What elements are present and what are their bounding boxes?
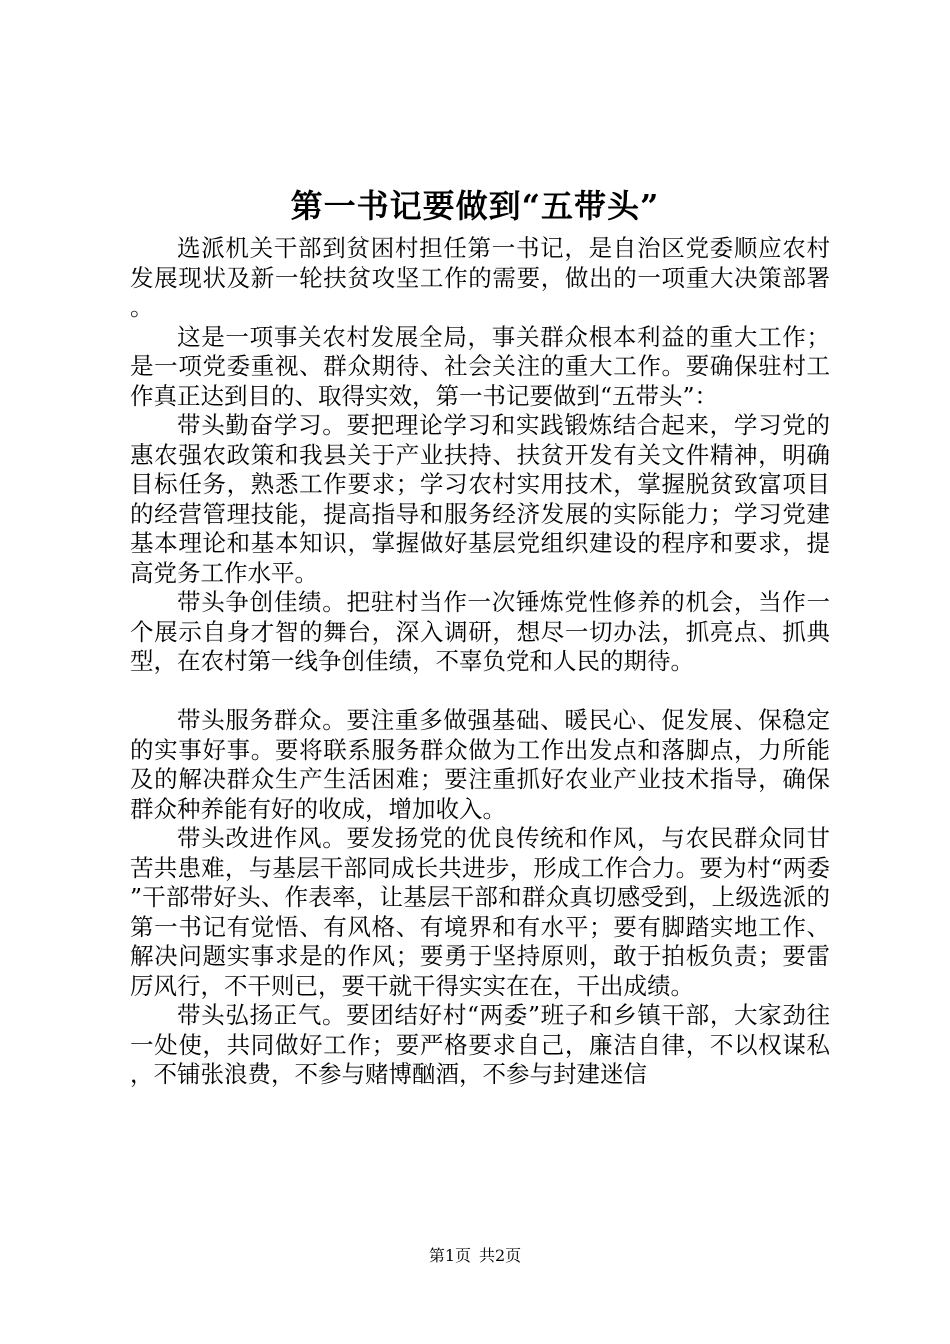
page-total: 共2页 <box>479 1246 522 1265</box>
document-title: 第一书记要做到“五带头” <box>290 187 660 225</box>
paragraph-overview: 这是一项事关农村发展全局，事关群众根本利益的重大工作；是一项党委重视、群众期待、社会关注的重大工作。要确保驻村工作真正达到目的、取得实效，第一书记要做到“五带头”： <box>130 322 830 410</box>
paragraph-study: 带头勤奋学习。要把理论学习和实践锻炼结合起来，学习党的惠农强农政策和我县关于产业扶持、扶贫开发有关文件精神，明确目标任务，熟悉工作要求；学习农村实用技术，掌握脱贫致富项目的经营管理技能，提高指导和服务经济发展的实际能力；学习党建基本理论和基本知识，掌握做好基层党组织建设的程序和要求，提高党务工作水平。 <box>130 411 830 587</box>
document-body <box>130 234 830 1090</box>
page-number: 第1页 <box>428 1246 471 1265</box>
paragraph-integrity: 带头弘扬正气。要团结好村“两委”班子和乡镇干部，大家劲往一处使，共同做好工作；要严格要求自己，廉洁自律，不以权谋私，不铺张浪费，不参与赌博酗酒，不参与封建迷信 <box>130 1001 830 1088</box>
page-footer <box>0 1246 950 1266</box>
paragraph-achievement: 带头争创佳绩。把驻村当作一次锤炼党性修养的机会，当作一个展示自身才智的舞台，深入调研，想尽一切办法，抓亮点、抓典型，在农村第一线争创佳绩，不辜负党和人民的期待。 <box>130 588 830 675</box>
paragraph-work-style: 带头改进作风。要发扬党的优良传统和作风，与农民群众同甘苦共患难，与基层干部同成长共进步，形成工作合力。要为村“两委”干部带好头、作表率，让基层干部和群众真切感受到，上级选派的第一书记有觉悟、有风格、有境界和有水平；要有脚踏实地工作、解决问题实事求是的作风；要勇于坚持原则，敢于拍板负责；要雷厉风行，不干则已，要干就干得实实在在，干出成绩。 <box>130 824 830 1000</box>
paragraph-intro: 选派机关干部到贫困村担任第一书记，是自治区党委顺应农村发展现状及新一轮扶贫攻坚工作的需要，做出的一项重大决策部署。 <box>130 234 830 321</box>
paragraph-service: 带头服务群众。要注重多做强基础、暖民心、促发展、保稳定的实事好事。要将联系服务群众做为工作出发点和落脚点，力所能及的解决群众生产生活困难；要注重抓好农业产业技术指导，确保群众种养能有好的收成，增加收入。 <box>130 706 830 823</box>
